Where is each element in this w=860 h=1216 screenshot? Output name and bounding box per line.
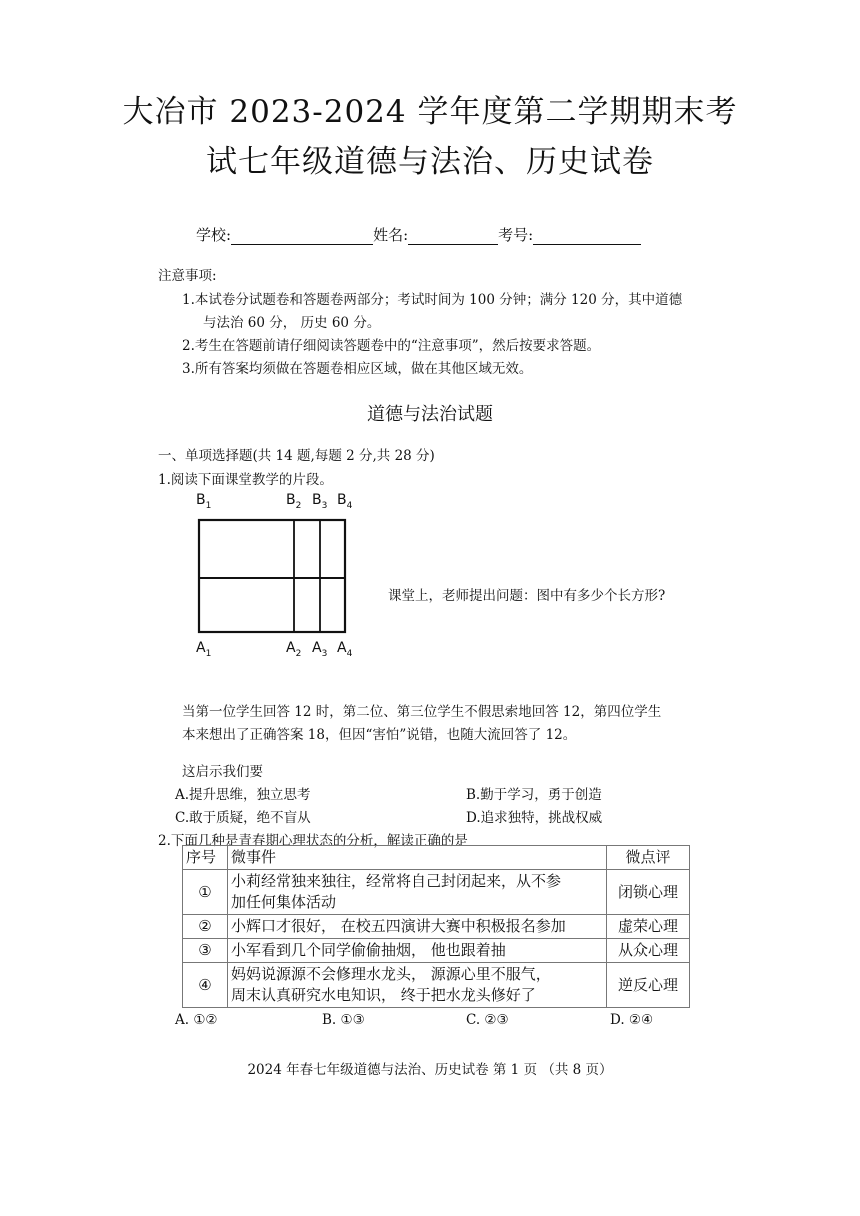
notice-heading: 注意事项: xyxy=(158,268,217,284)
outer-rectangle xyxy=(199,520,345,632)
label-a4: $A_4$ xyxy=(337,640,353,659)
row-num: ① xyxy=(183,870,228,915)
notice-item2: 2.考生在答题前请仔细阅读答题卷中的“注意事项”，然后按要求答题。 xyxy=(182,338,601,354)
row-event: 小军看到几个同学偷偷抽烟， 他也跟着抽 xyxy=(228,939,607,963)
row-num: ② xyxy=(183,915,228,939)
label-b4: $B_4$ xyxy=(337,492,353,511)
header-event: 微事件 xyxy=(228,846,607,870)
label-a3: $A_3$ xyxy=(312,640,328,659)
rectangle-diagram xyxy=(190,490,370,665)
table-row xyxy=(183,915,690,939)
q1-option-c[interactable]: C.敢于质疑，绝不盲从 xyxy=(175,810,311,826)
id-blank xyxy=(533,227,641,245)
table-row xyxy=(183,939,690,963)
q1-option-d[interactable]: D.追求独特，挑战权威 xyxy=(466,810,603,826)
q2-option-a[interactable]: A. ①② xyxy=(175,1012,218,1028)
row-review: 逆反心理 xyxy=(607,963,690,1008)
school-blank xyxy=(231,227,373,245)
row-event: 小辉口才很好， 在校五四演讲大赛中积极报名参加 xyxy=(228,915,607,939)
label-b1: $B_1$ xyxy=(196,492,212,511)
q1-story-line1: 当第一位学生回答 12 时，第二位、第三位学生不假思索地回答 12，第四位学生 xyxy=(182,704,662,720)
rectangle-figure xyxy=(190,490,370,665)
q1-stem: 1.阅读下面课堂教学的片段。 xyxy=(158,472,333,488)
row-num: ③ xyxy=(183,939,228,963)
q1-story-line2: 本来想出了正确答案 18，但因“害怕”说错，也随大流回答了 12。 xyxy=(182,727,577,743)
row-event: 小莉经常独来独往，经常将自己封闭起来，从不参 加任何集体活动 xyxy=(228,870,607,915)
label-b3: $B_3$ xyxy=(312,492,328,511)
header-review: 微点评 xyxy=(607,846,690,870)
school-label: 学校: xyxy=(196,226,232,244)
q1-option-a[interactable]: A.提升思维，独立思考 xyxy=(175,787,311,803)
q1-prompt: 这启示我们要 xyxy=(182,764,263,780)
label-b2: $B_2$ xyxy=(286,492,302,511)
exam-title-line1: 大冶市 2023-2024 学年度第二学期期末考 xyxy=(122,94,738,130)
name-label: 姓名: xyxy=(373,226,409,244)
row-review: 从众心理 xyxy=(607,939,690,963)
table-row xyxy=(183,963,690,1008)
table-row xyxy=(183,870,690,915)
notice-item1-line2: 与法治 60 分， 历史 60 分。 xyxy=(203,315,381,331)
q2-option-b[interactable]: B. ①③ xyxy=(322,1012,365,1028)
label-a2: $A_2$ xyxy=(286,640,302,659)
row-event: 妈妈说源源不会修理水龙头， 源源心里不服气， 周末认真研究水电知识， 终于把水龙头修好了 xyxy=(228,963,607,1008)
q2-option-d[interactable]: D. ②④ xyxy=(610,1012,654,1028)
exam-title-line2: 试七年级道德与法治、历史试卷 xyxy=(206,144,654,180)
row-review: 虚荣心理 xyxy=(607,915,690,939)
q1-option-b[interactable]: B.勤于学习，勇于创造 xyxy=(466,787,602,803)
header-num: 序号 xyxy=(183,846,228,870)
section-title: 道德与法治试题 xyxy=(367,404,493,425)
id-label: 考号: xyxy=(498,226,534,244)
notice-item3: 3.所有答案均须做在答题卷相应区域，做在其他区域无效。 xyxy=(182,361,533,377)
q2-option-c[interactable]: C. ②③ xyxy=(466,1012,509,1028)
page-footer: 2024 年春七年级道德与法治、历史试卷 第 1 页 （共 8 页） xyxy=(247,1062,613,1078)
notice-item1-line1: 1.本试卷分试题卷和答题卷两部分；考试时间为 100 分钟；满分 120 分，其中道德 xyxy=(182,292,683,308)
table-header-row xyxy=(183,846,690,870)
part1-heading: 一、单项选择题(共 14 题,每题 2 分,共 28 分) xyxy=(158,448,435,464)
student-info-line xyxy=(196,224,641,245)
row-num: ④ xyxy=(183,963,228,1008)
q2-table xyxy=(182,845,690,1008)
label-a1: $A_1$ xyxy=(196,640,212,659)
row-review: 闭锁心理 xyxy=(607,870,690,915)
q2-stem: 2.下面几种是青春期心理状态的分析，解读正确的是 xyxy=(158,833,468,849)
q1-teacher-question: 课堂上，老师提出问题：图中有多少个长方形? xyxy=(388,588,666,604)
name-blank xyxy=(408,227,498,245)
